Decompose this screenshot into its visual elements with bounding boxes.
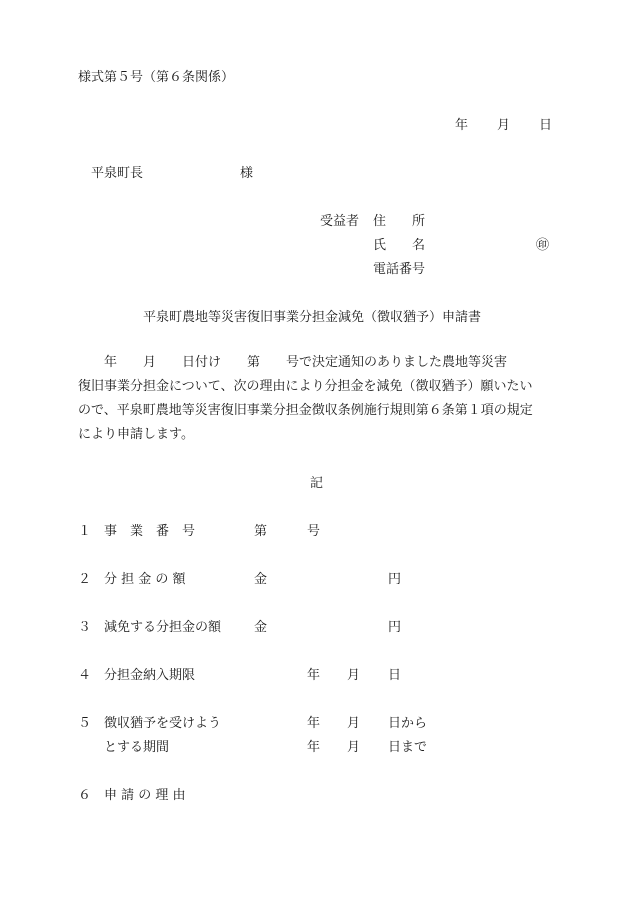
- ki-heading: 記: [310, 476, 324, 491]
- seal-mark: ㊞: [536, 238, 550, 253]
- item5-until-year: 年: [307, 740, 321, 755]
- item1-dai: 第: [254, 524, 268, 539]
- item2-en: 円: [388, 572, 402, 587]
- item5-from-year: 年: [307, 716, 321, 731]
- item5-from-day: 日から: [388, 716, 428, 731]
- applicant-phone-label: 電話番号: [373, 262, 426, 277]
- body-line-3: ので、平泉町農地等災害復旧事業分担金徴収条例施行規則第６条第１項の規定: [78, 403, 533, 418]
- item4-year: 年: [307, 668, 321, 683]
- item5-number: ５: [78, 716, 92, 731]
- item2-kin: 金: [254, 572, 268, 587]
- item4-label: 分担金納入期限: [104, 668, 196, 683]
- item1-label: 事 業 番 号: [104, 524, 196, 539]
- item4-number: ４: [78, 668, 92, 683]
- item4-month: 月: [347, 668, 361, 683]
- item3-en: 円: [388, 620, 402, 635]
- applicant-role: 受益者: [320, 214, 360, 229]
- item2-number: ２: [78, 572, 92, 587]
- addressee-honorific: 様: [240, 166, 254, 181]
- item5-until-day: 日まで: [388, 740, 428, 755]
- item2-label: 分 担 金 の 額: [104, 572, 186, 587]
- item6-label: 申 請 の 理 由: [104, 788, 186, 803]
- item1-number: １: [78, 524, 92, 539]
- date-day: 日: [539, 118, 553, 133]
- item5-label-line1: 徴収猶予を受けよう: [104, 716, 222, 731]
- item5-until-month: 月: [347, 740, 361, 755]
- body-paragraph: [78, 351, 564, 447]
- date-month: 月: [497, 118, 511, 133]
- body-line-2: 復旧事業分担金について、次の理由により分担金を減免（徴収猶予）願いたい: [78, 379, 533, 394]
- body-line-1: 年 月 日付け 第 号で決定通知のありました農地等災害: [78, 355, 508, 370]
- item4-day: 日: [388, 668, 402, 683]
- applicant-address-label: 住 所: [373, 214, 426, 229]
- item3-label: 減免する分担金の額: [104, 620, 222, 635]
- item6-number: ６: [78, 788, 92, 803]
- date-year: 年: [455, 118, 469, 133]
- applicant-name-label: 氏 名: [373, 238, 426, 253]
- item3-number: ３: [78, 620, 92, 635]
- form-number: 様式第５号（第６条関係）: [78, 70, 235, 85]
- item1-go: 号: [307, 524, 321, 539]
- addressee-name: 平泉町長: [91, 166, 144, 181]
- item3-kin: 金: [254, 620, 268, 635]
- item5-label-line2: とする期間: [104, 740, 170, 755]
- body-line-4: により申請します。: [78, 427, 194, 442]
- document-title: 平泉町農地等災害復旧事業分担金減免（徴収猶予）申請書: [143, 310, 482, 325]
- item5-from-month: 月: [347, 716, 361, 731]
